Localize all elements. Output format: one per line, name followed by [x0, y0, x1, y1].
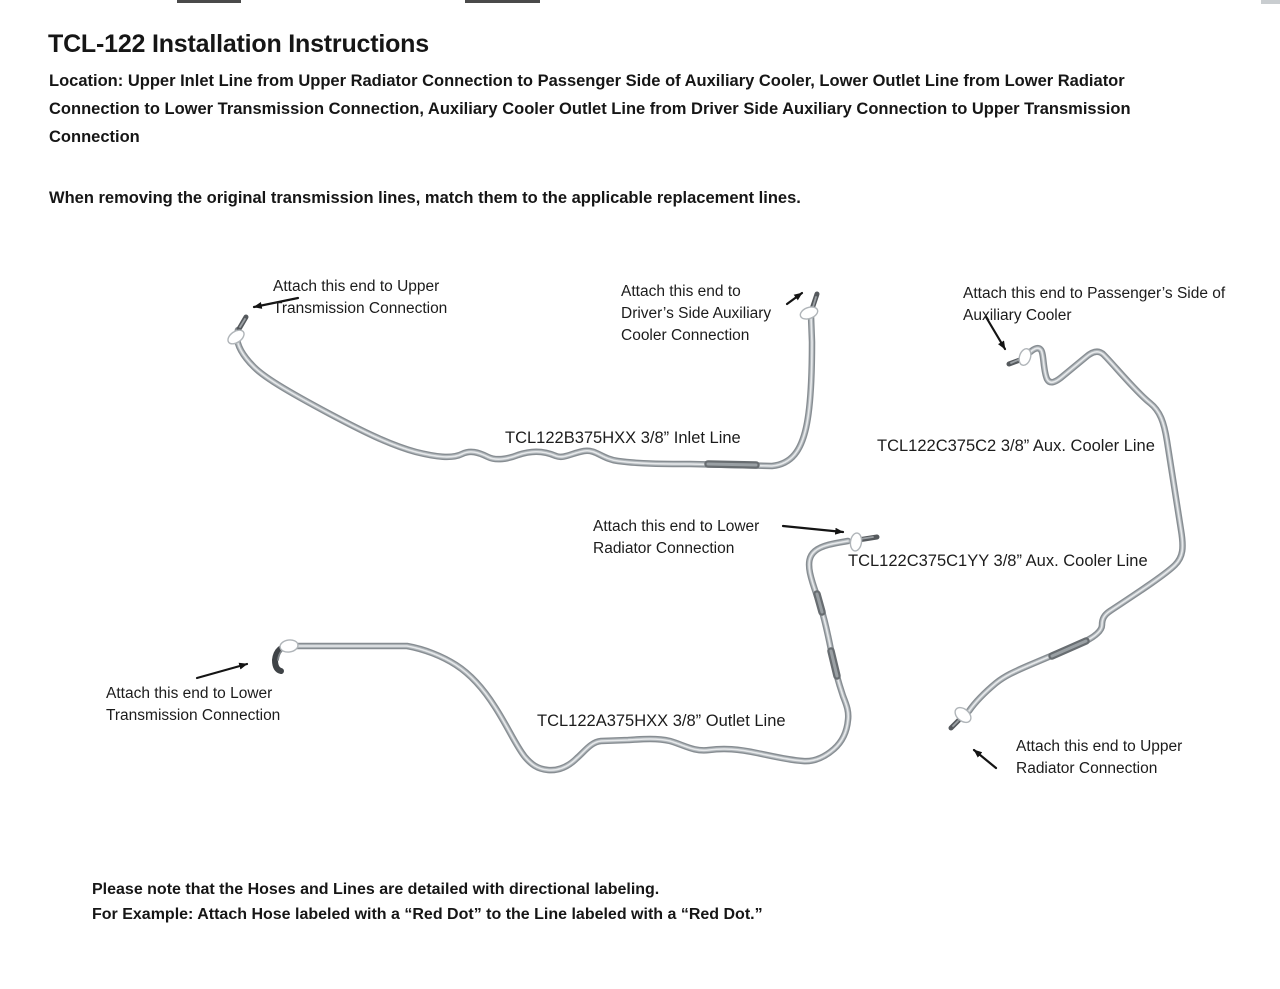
arrow-upper-radiator: [974, 750, 996, 768]
tube-outlet-line: [275, 532, 877, 770]
directional-labeling-note: [92, 877, 763, 927]
arrow-lower-radiator: [783, 526, 843, 532]
doc-instruction-line: When removing the original transmission lines, match them to the applicable replacement lines.: [49, 189, 801, 207]
part-label-outlet-line: TCL122A375HXX 3/8” Outlet Line: [537, 712, 786, 730]
callout-lower-radiator: Attach this end to Lower Radiator Connection: [593, 518, 760, 557]
note-line-1: Please note that the Hoses and Lines are detailed with directional labeling.: [92, 881, 660, 898]
callout-upper-transmission: Attach this end to Upper Transmission Connection: [273, 278, 448, 317]
tube-aux-cooler-line-c2: [951, 347, 1183, 728]
part-label-aux-cooler-line-c1yy: TCL122C375C1YY 3/8” Aux. Cooler Line: [848, 552, 1148, 570]
part-label-aux-cooler-line-c2: TCL122C375C2 3/8” Aux. Cooler Line: [877, 437, 1155, 455]
doc-title: TCL-122 Installation Instructions: [48, 30, 429, 58]
callout-drivers-side-aux-cooler: Attach this end to Driver’s Side Auxiliary Cooler Connection: [621, 283, 772, 344]
callout-upper-radiator: Attach this end to Upper Radiator Connection: [1016, 738, 1183, 777]
note-line-2: For Example: Attach Hose labeled with a “Red Dot” to the Line labeled with a “Red Dot.”: [92, 906, 763, 923]
arrow-lower-transmission: [197, 664, 247, 678]
part-label-inlet-line: TCL122B375HXX 3/8” Inlet Line: [505, 429, 741, 447]
doc-location-paragraph: Location: Upper Inlet Line from Upper Radiator Connection to Passenger Side of Auxiliary Cooler, Lower Outlet Line from Lower Radiator Connection to Lower Transmission Connection, Auxiliary Cooler Outlet Line from Driver Side Auxiliary Connection to Upper Transmission Connection: [49, 72, 1131, 146]
callout-passengers-side-aux-cooler: Attach this end to Passenger’s Side of Auxiliary Cooler: [963, 285, 1226, 324]
callout-lower-transmission: Attach this end to Lower Transmission Connection: [106, 685, 281, 724]
